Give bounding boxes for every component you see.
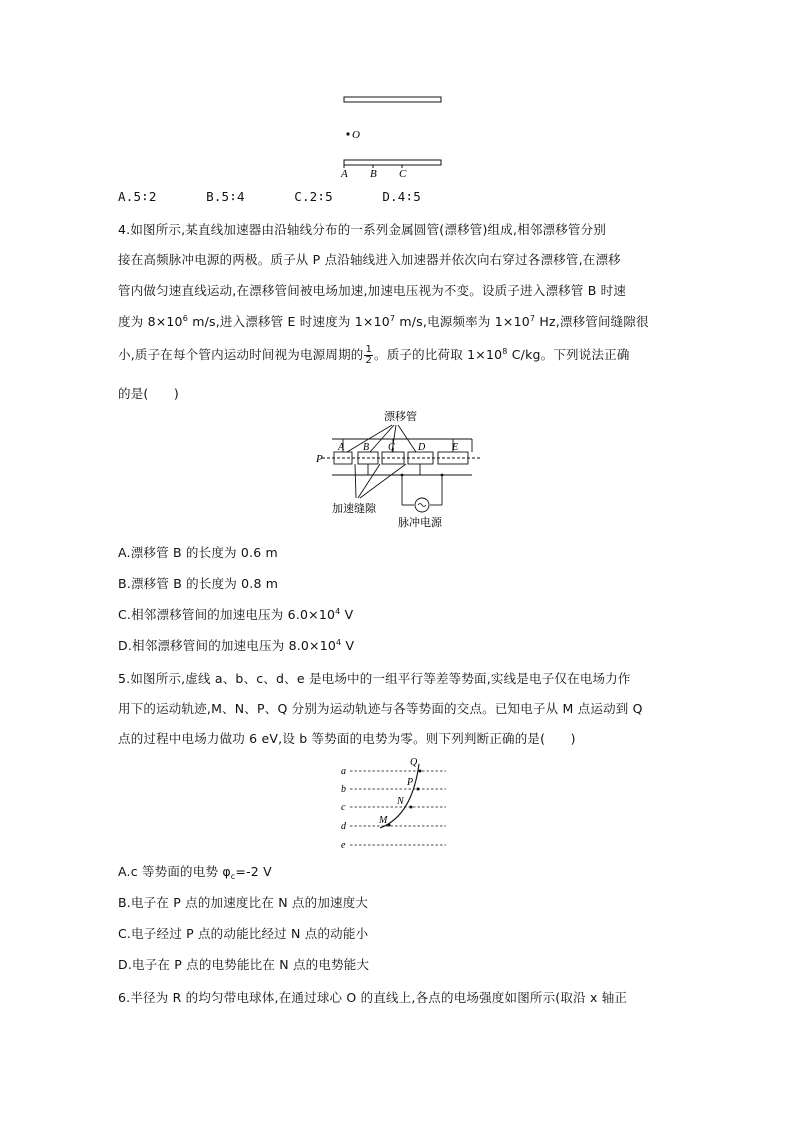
label-d: d [341, 821, 346, 832]
accelerator-figure [312, 408, 484, 532]
top-plate [344, 97, 441, 102]
q5-stem-line-3: 点的过程中电场力做功 6 eV,设 b 等势面的电势为零。则下列判断正确的是( ) [118, 731, 576, 746]
capacitor-figure [330, 92, 460, 182]
label-gap: 加速缝隙 [332, 502, 376, 515]
equipotential-figure [336, 756, 452, 854]
label-drift-tubes: 漂移管 [384, 410, 417, 423]
bottom-plate [344, 160, 441, 165]
q4-stem-line-3: 管内做匀速直线运动,在漂移管间被电场加速,加速电压视为不变。设质子进入漂移管 B 时速 [118, 283, 627, 298]
q4-option-c: C.相邻漂移管间的加速电压为 $6.0\times 10^4$ V [118, 607, 354, 622]
q5-option-b: B.电子在 P 点的加速度比在 N 点的加速度大 [118, 895, 369, 910]
q4-stem-line-2: 接在高频脉冲电源的两极。质子从 P 点沿轴线进入加速器并依次向右穿过各漂移管,在漂移 [118, 252, 621, 267]
q4-stem-line-4: 度为 $8\times 10^6$ m/s,进入漂移管 E 时速度为 $1\times 10^7$ m/s,电源频率为 $1\times 10^7$ Hz,漂移管间缝隙很 [118, 314, 649, 329]
fraction-one-half: $\frac{1}{2}$ [365, 344, 373, 366]
tube-label-b: B [363, 442, 370, 453]
q4-option-d: D.相邻漂移管间的加速电压为 $8.0\times 10^4$ V [118, 638, 355, 653]
q5-option-d: D.电子在 P 点的电势能比在 N 点的电势能大 [118, 957, 370, 972]
label-pulse-source: 脉冲电源 [398, 516, 442, 529]
q3-option-d: D.4∶5 [382, 189, 421, 204]
q3-option-a: A.5∶2 [118, 189, 157, 204]
label-e: e [341, 840, 346, 851]
q5-stem-line-1: 5.如图所示,虚线 a、b、c、d、e 是电场中的一组平行等差等势面,实线是电子仅在电场力作 [118, 671, 631, 686]
q4-option-b: B.漂移管 B 的长度为 0.8 m [118, 576, 279, 591]
label-c: c [341, 802, 346, 813]
q4-stem-line-1: 4.如图所示,某直线加速器由沿轴线分布的一系列金属圆管(漂移管)组成,相邻漂移管分别 [118, 222, 607, 237]
q3-option-b: B.5∶4 [206, 189, 245, 204]
point-o-label: O [352, 129, 360, 141]
tube-label-d: D [418, 442, 426, 453]
q4-option-a: A.漂移管 B 的长度为 0.6 m [118, 545, 278, 560]
label-p: P [407, 777, 414, 788]
label-b: b [341, 784, 346, 795]
label-n: N [397, 796, 404, 807]
label-p: P [316, 453, 323, 465]
tube-label-a: A [338, 442, 345, 453]
label-c: C [399, 168, 407, 180]
q3-options [118, 189, 421, 205]
q5-option-c: C.电子经过 P 点的动能比经过 N 点的动能小 [118, 926, 369, 941]
label-m: M [379, 815, 388, 826]
tube-label-e: E [452, 442, 459, 453]
label-a: a [341, 766, 346, 777]
point-o-dot [346, 132, 349, 135]
tube-label-c: C [388, 442, 395, 453]
label-q: Q [410, 757, 418, 768]
q4-stem-line-6: 的是( ) [118, 386, 179, 401]
q5-stem-line-2: 用下的运动轨迹,M、N、P、Q 分别为运动轨迹与各等势面的交点。已知电子从 M 点运动到 Q [118, 701, 643, 716]
q5-option-a: A.c 等势面的电势 $\varphi_c=-2$ V [118, 864, 272, 881]
label-a: A [341, 168, 348, 180]
label-b: B [370, 168, 377, 180]
q6-stem-line-1: 6.半径为 R 的均匀带电球体,在通过球心 O 的直线上,各点的电场强度如图所示(取沿 x 轴正 [118, 990, 628, 1005]
q3-option-c: C.2∶5 [294, 189, 333, 204]
q4-stem-line-5: 小,质子在每个管内运动时间视为电源周期的 $\frac{1}{2}$ 。质子的比荷取 $1\times 10^8$ C/kg。下列说法正确 [118, 344, 630, 366]
